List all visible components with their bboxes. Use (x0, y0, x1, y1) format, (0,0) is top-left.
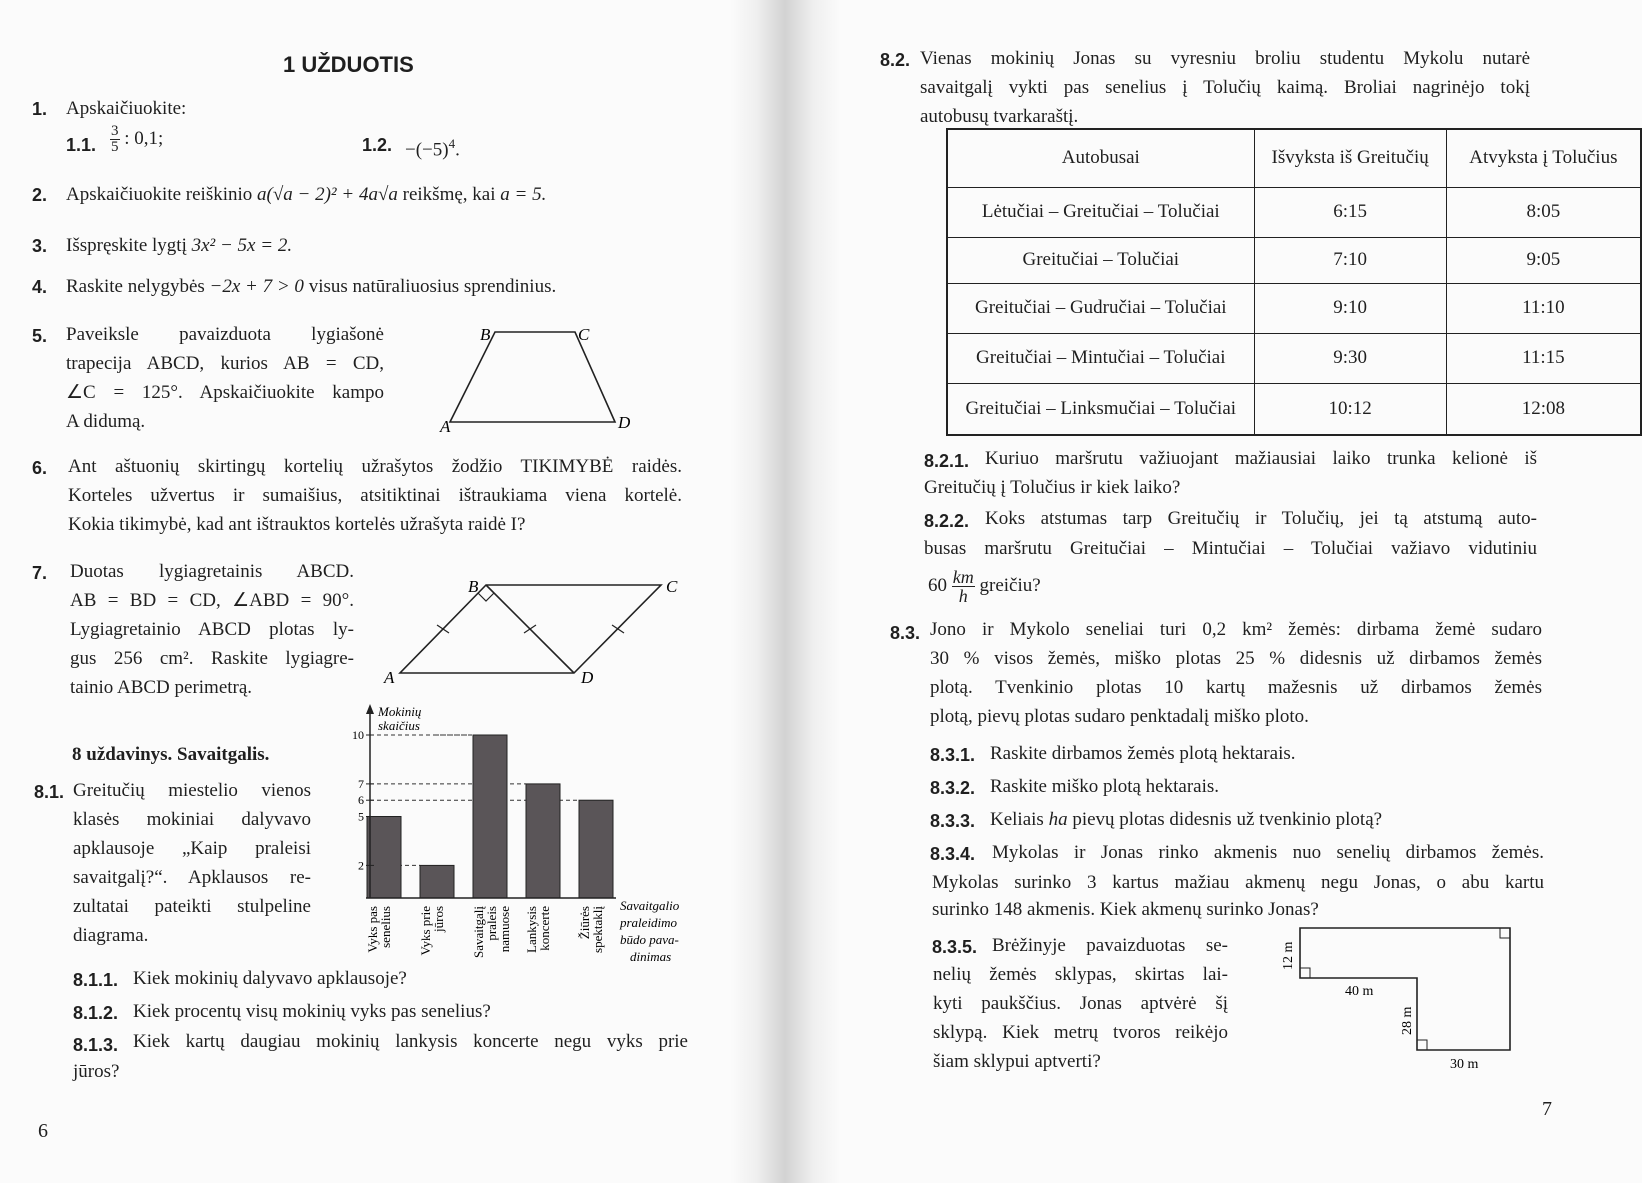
problem-8-3-number: 8.3. (890, 623, 921, 643)
table-header-row (947, 129, 1641, 187)
problem-8-1-1-number: 8.1.1. (73, 970, 119, 990)
table-cell-route: Greitučiai – Mintučiai – Tolučiai (947, 333, 1254, 383)
y-axis-title-line-1: Mokinių (378, 704, 422, 719)
y-axis-title-line-2: skaičius (378, 718, 420, 733)
problem-8-3-4-number: 8.3.4. (930, 844, 976, 864)
problem-8-2-2-line-3: 60 $\frac{km}{h}$ greičiu? (928, 567, 1041, 606)
table-cell-arrival: 9:05 (1446, 237, 1641, 283)
x-axis-title-line-4: dinimas (630, 949, 672, 964)
table-cell-route: Lėtučiai – Greitučiai – Tolučiai (947, 187, 1254, 237)
problem-8-2-2-line-2: busas maršrutu Greitučiai – Mintučiai – Tolučiai važiavo vidutiniu (924, 538, 1537, 559)
y-tick-label-2: 6 (358, 793, 364, 808)
problem-8-3-5-number: 8.3.5. (932, 937, 978, 957)
problem-8-2-2-number: 8.2.2. (924, 511, 970, 531)
category-label-0-1: senelius (378, 906, 393, 948)
land-plot-figure (1270, 920, 1520, 1080)
table-header-cell: Autobusai (947, 129, 1254, 187)
problem-1-1-number: 1.1. (66, 135, 97, 155)
bus-schedule-table (946, 128, 1642, 436)
problem-8-2-number: 8.2. (880, 50, 911, 70)
problem-8-2-2-line-1: Koks atstumas tarp Greitučių ir Tolučių, jei tą atstumą auto- (985, 508, 1537, 529)
problem-5-text: Paveiksle pavaizduota lygiašonė trapecija ABCD, kurios AB = CD, ∠C = 125°. Apskaičiuokite kampo A didumą. (66, 324, 384, 432)
problem-8-1-number: 8.1. (34, 782, 65, 802)
bar-2 (473, 735, 507, 898)
problem-8-1-text: Greitučių miestelio vienos klasės mokiniai dalyvavo apklausoje „Kaip praleisi savaitgalį?“. Apklausos re- zultatai pateikti stulpeline diagrama. (73, 780, 311, 946)
problem-8-1-3-line-1: Kiek kartų daugiau mokinių lankysis koncerte negu vyks prie (133, 1031, 688, 1052)
y-tick-label-0: 2 (358, 858, 364, 873)
table-row (947, 187, 1641, 237)
table-header-cell: Atvyksta į Tolučius (1446, 129, 1641, 187)
trapezoid-figure (430, 320, 640, 435)
problem-8-1-3-number: 8.1.3. (73, 1035, 119, 1055)
chart-category-labels (365, 906, 605, 958)
problem-8-3-4-line-3: surinko 148 akmenis. Kiek akmenų surinko Jonas? (932, 899, 1319, 920)
problem-7-text: Duotas lygiagretainis ABCD. AB = BD = CD, ∠ABD = 90°. Lygiagretainio ABCD plotas ly- gus 256 cm². Raskite lygiagre- tainio ABCD perimetrą. (70, 561, 354, 698)
problem-4-text: Raskite nelygybės −2x + 7 > 0 visus natūraliuosius sprendinius. (66, 276, 557, 297)
problem-4-number: 4. (32, 277, 48, 297)
table-row (947, 283, 1641, 333)
page-number-right: 7 (1542, 1098, 1552, 1120)
table-row (947, 237, 1641, 283)
problem-8-1-2-text: Kiek procentų visų mokinių vyks pas senelius? (133, 1001, 491, 1022)
page-number-left: 6 (38, 1120, 48, 1142)
category-label-4-0: Žiūrės (577, 906, 592, 940)
table-row (947, 333, 1641, 383)
table-cell-arrival: 12:08 (1446, 383, 1641, 435)
problem-1-1-expr: $\frac{3}{5}$ : 0,1; (111, 123, 164, 155)
problem-1-text: Apskaičiuokite: (66, 98, 187, 119)
problem-3-text: Išspręskite lygtį 3x² − 5x = 2. (66, 235, 293, 256)
plot-label-bottom: 30 m (1450, 1057, 1479, 1072)
problem-1-2-number: 1.2. (362, 135, 393, 155)
left-page (0, 0, 760, 1183)
y-tick-label-3: 7 (358, 776, 364, 791)
problem-8-2-1-line-1: Kuriuo maršrutu važiuojant mažiausiai laiko trunka kelionė iš (985, 448, 1537, 469)
y-tick-label-4: 10 (352, 728, 364, 742)
plot-label-right: 28 m (1400, 1006, 1415, 1035)
parallelogram-vertex-b: B (468, 577, 479, 596)
table-row (947, 383, 1641, 435)
problem-8-3-5-line-1: Brėžinyje pavaizduotas se- (992, 935, 1228, 956)
parallelogram-vertex-d: D (581, 668, 594, 687)
problem-3-number: 3. (32, 236, 48, 256)
table-cell-arrival: 11:10 (1446, 283, 1641, 333)
problem-2-number: 2. (32, 185, 48, 205)
table-cell-route: Greitučiai – Tolučiai (947, 237, 1254, 283)
y-axis-arrow (366, 704, 374, 714)
trapezoid-vertex-a: A (440, 417, 451, 436)
problem-2-text: Apskaičiuokite reiškinio a(√a − 2)² + 4a√a reikšmę, kai a = 5. (66, 184, 547, 205)
category-label-2-2: namuose (497, 906, 512, 953)
trapezoid-vertex-d: D (618, 413, 631, 432)
category-label-3-1: koncerte (537, 906, 552, 951)
trapezoid-vertex-c: C (578, 325, 590, 344)
table-cell-arrival: 11:15 (1446, 333, 1641, 383)
table-cell-arrival: 8:05 (1446, 187, 1641, 237)
problem-8-3-3-number: 8.3.3. (930, 811, 976, 831)
trapezoid-vertex-b: B (480, 325, 491, 344)
parallelogram-figure (378, 575, 688, 687)
problem-8-1-2-number: 8.1.2. (73, 1003, 119, 1023)
problem-6-number: 6. (32, 458, 48, 478)
parallelogram-vertex-a: A (384, 668, 395, 687)
problem-7-number: 7. (32, 563, 48, 583)
problem-8-2-1-number: 8.2.1. (924, 451, 970, 471)
x-axis-title-line-1: Savaitgalio (620, 898, 680, 913)
category-label-2-0: Savaitgalį (471, 906, 486, 958)
y-tick-label-1: 5 (358, 809, 364, 824)
problem-8-3-1-number: 8.3.1. (930, 745, 976, 765)
category-label-4-1: spektaklį (590, 906, 605, 953)
bar-chart (330, 700, 700, 975)
problem-8-2-text: Vienas mokinių Jonas su vyresniu broliu studentu Mykolu nutarė savaitgalį vykti pas senelius į Tolučių kaimą. Broliai nagrinėjo tokį autobusų tvarkaraštį. (920, 48, 1530, 127)
table-cell-route: Greitučiai – Gudručiai – Tolučiai (947, 283, 1254, 333)
table-header-cell: Išvyksta iš Greitučių (1254, 129, 1446, 187)
bar-4 (579, 800, 613, 898)
problem-8-3-text: Jono ir Mykolo seneliai turi 0,2 km² žemės: dirbama žemė sudaro 30 % visos žemės, miško plotas 25 % didesnis už dirbamos žemės plotą. Tvenkinio plotas 10 kartų mažesnis už dirbamos žemės plotą, pievų plotas sudaro penktadalį miško ploto. (930, 619, 1542, 727)
problem-1-number: 1. (32, 99, 48, 119)
parallelogram-vertex-c: C (666, 577, 678, 596)
bar-0 (367, 817, 401, 899)
table-cell-departure: 9:30 (1254, 333, 1446, 383)
problem-8-3-2-text: Raskite miško plotą hektarais. (990, 776, 1220, 797)
problem-6-text: Ant aštuonių skirtingų kortelių užrašytos žodžio TIKIMYBĖ raidės. Korteles užvertus ir sumaišius, atsitiktinai ištraukiama viena kortelė. Kokia tikimybė, kad ant ištrauktos kortelės užrašyta raidė I? (68, 456, 682, 535)
bar-3 (526, 784, 560, 898)
table-cell-departure: 6:15 (1254, 187, 1446, 237)
bar-1 (420, 865, 454, 898)
category-label-1-1: jūros (431, 906, 446, 932)
problem-1-2-expr: $-(-5)^4$. (405, 136, 460, 161)
problem-8-3-4-line-1: Mykolas ir Jonas rinko akmenis nuo senelių dirbamos žemės. (992, 842, 1544, 863)
right-page (800, 0, 1618, 1183)
problem-8-3-1-text: Raskite dirbamos žemės plotą hektarais. (990, 743, 1296, 764)
category-label-0-0: Vyks pas (365, 906, 380, 953)
chart-bars (367, 735, 613, 898)
table-cell-departure: 9:10 (1254, 283, 1446, 333)
x-axis-title-line-3: būdo pava- (620, 932, 679, 947)
table-cell-departure: 10:12 (1254, 383, 1446, 435)
x-axis-title (619, 898, 680, 964)
plot-label-top: 12 m (1281, 941, 1296, 970)
category-label-3-0: Lankysis (524, 906, 539, 953)
problem-5-number: 5. (32, 326, 48, 346)
page-title: 1 UŽDUOTIS (283, 52, 414, 77)
table-cell-departure: 7:10 (1254, 237, 1446, 283)
plot-label-mid: 40 m (1345, 984, 1374, 999)
problem-8-1-3-line-2: jūros? (73, 1061, 120, 1082)
x-axis-title-line-2: praleidimo (620, 915, 678, 930)
problem-8-3-3-text: Keliais ha pievų plotas didesnis už tvenkinio plotą? (990, 809, 1383, 830)
category-label-1-0: Vyks prie (418, 906, 433, 956)
problem-8-3-2-number: 8.3.2. (930, 778, 976, 798)
problem-8-3-4-line-2: Mykolas surinko 3 kartus mažiau akmenų negu Jonas, o abu kartu (932, 872, 1544, 893)
problem-8-title: 8 uždavinys. Savaitgalis. (72, 744, 270, 765)
category-label-2-1: praleis (484, 906, 499, 941)
problem-8-3-5-rest: nelių žemės sklypas, skirtas lai- kyti paukščius. Jonas aptvėrė šį sklypą. Kiek metrų tvoros reikėjo šiam sklypui aptverti? (933, 964, 1228, 1072)
problem-8-2-1-line-2: Greitučių į Tolučius ir kiek laiko? (924, 477, 1181, 498)
table-cell-route: Greitučiai – Linksmučiai – Tolučiai (947, 383, 1254, 435)
problem-8-1-1-text: Kiek mokinių dalyvavo apklausoje? (133, 968, 407, 989)
